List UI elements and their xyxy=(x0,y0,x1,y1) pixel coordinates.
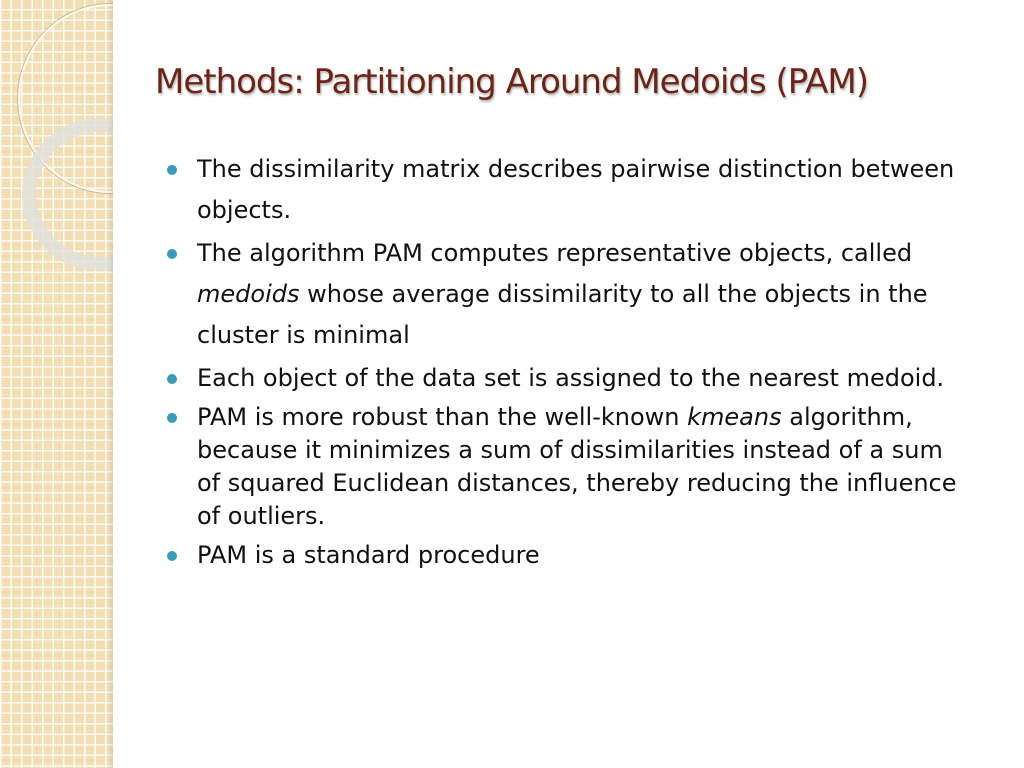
slide-title: Methods: Partitioning Around Medoids (PAM) xyxy=(155,62,868,102)
bullet-text: PAM is more robust than the well-known xyxy=(197,403,688,431)
emphasis-text: medoids xyxy=(197,280,300,308)
bullet-icon xyxy=(167,374,177,384)
bullet-item xyxy=(165,233,937,356)
bullet-item xyxy=(165,362,957,395)
bullet-text: whose average dissimilarity to all the objects in the cluster is minimal xyxy=(197,280,928,349)
bullet-text: The dissimilarity matrix describes pairwise distinction between objects. xyxy=(197,155,955,224)
bullet-icon xyxy=(167,551,177,561)
bullet-icon xyxy=(167,165,177,175)
bullet-item xyxy=(165,539,965,572)
decorative-sidebar xyxy=(0,0,113,768)
bullet-item xyxy=(165,401,957,533)
bullet-item xyxy=(165,149,957,231)
bullet-text: Each object of the data set is assigned to the nearest medoid. xyxy=(197,364,945,392)
bullet-text: PAM is a standard procedure xyxy=(197,541,540,569)
bullet-text: algorithm, because it minimizes a sum of dissimilarities instead of a sum of squared Euclidean distances, thereby reducing the influence of outliers. xyxy=(197,403,957,530)
bullet-text: The algorithm PAM computes representative objects, called xyxy=(197,239,913,267)
bullet-icon xyxy=(167,413,177,423)
bullet-list xyxy=(165,153,965,578)
emphasis-text: kmeans xyxy=(687,403,782,431)
bullet-icon xyxy=(167,249,177,259)
